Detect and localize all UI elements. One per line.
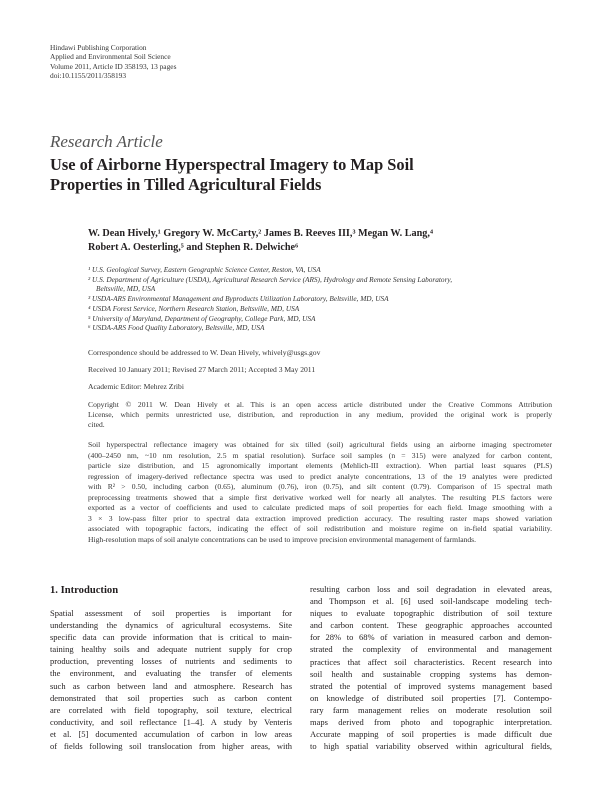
journal-header — [50, 43, 176, 81]
body-line: such as carbon between land and atmosphere. Research has — [50, 680, 292, 691]
abstract-line: associated with topographic factors, indicating the effect of soil redistribution and moisture regime on in-field spatial variability. — [88, 524, 552, 533]
affiliation-item: ⁴ USDA Forest Service, Northern Research Station, Beltsville, MD, USA — [88, 303, 300, 313]
abstract-line: (400–2450 nm, ~10 nm resolution, 2.5 m spatial resolution). Surface soil samples (n = 315) were analyzed for carbon content, — [88, 450, 552, 460]
abstract-line: exported as a vector of coefficients and used to calculate predicted maps of soil properties for each field. Image smoothing with a — [88, 503, 552, 512]
paper-title — [50, 155, 550, 194]
body-line: to high spatial variability observed within agricultural fields, — [310, 741, 552, 752]
abstract-line: Soil hyperspectral reflectance imagery was obtained for six tilled (soil) agricultural fields using an airborne imaging spectrometer — [88, 440, 552, 449]
body-line: are correlated with field topography, soil texture, electrical — [50, 704, 292, 715]
article-type: Research Article — [50, 132, 163, 151]
affiliation-item: ⁵ University of Maryland, Department of Geography, College Park, MD, USA — [88, 313, 316, 323]
abstract-line: High-resolution maps of soil analyte concentrations can be used to improve precision environmental management of farmlands. — [88, 534, 477, 544]
doi-link[interactable]: doi:10.1155/2011/358193 — [50, 71, 127, 81]
affiliation-item: ⁶ USDA-ARS Food Quality Laboratory, Beltsville, MD, USA — [88, 323, 265, 333]
article-dates: Received 10 January 2011; Revised 27 March 2011; Accepted 3 May 2011 — [88, 365, 316, 374]
abstract-line: with R² > 0.50, including carbon (0.65), aluminum (0.76), iron (0.75), and silt content (0.79). Comparison of 15 spectral math — [88, 482, 552, 491]
correspondence: Correspondence should be addressed to W. Dean Hively, whively@usgs.gov — [88, 348, 321, 357]
body-line: practices that affect soil characteristics. Recent research into — [310, 656, 552, 667]
affiliation-item: ¹ U.S. Geological Survey, Eastern Geographic Science Center, Reston, VA, USA — [88, 265, 321, 274]
abstract-line: regression of imagery-derived reflectance spectra was used to predict analyte concentrations, 13 of the 19 analytes were predicted — [88, 471, 552, 481]
copyright-notice — [88, 400, 552, 430]
body-line: production, preventing losses of nutrients and sediments to — [50, 656, 292, 667]
academic-editor: Academic Editor: Mehrez Zribi — [88, 382, 184, 391]
affiliation-item: ³ USDA-ARS Environmental Management and Byproducts Utilization Laboratory, Beltsville, MD, USA — [88, 294, 389, 304]
body-line: understanding the dynamics of agricultural ecosystems. Site — [50, 620, 292, 631]
body-line: taining healthy soils and adequate nutrient supply for crop — [50, 644, 292, 655]
body-column-left — [50, 607, 292, 752]
affiliation-item: Beltsville, MD, USA — [96, 284, 156, 294]
author-list — [88, 227, 548, 255]
body-line: on knowledge of distributed soil properties [7]. Contempo- — [310, 692, 552, 703]
body-line: and carbon content. These geographic approaches accounted — [310, 620, 552, 631]
copyright-line: cited. — [88, 420, 105, 429]
body-line: maps derived from photo and topographic interpretation. — [310, 717, 552, 728]
body-line: and Thompson et al. [6] used soil-landscape modeling tech- — [310, 596, 552, 607]
affiliations — [88, 265, 548, 333]
journal-name: Applied and Environmental Soil Science — [50, 52, 171, 62]
abstract-line: preprocessing treatments showed that a simple first derivative worked well for nearly all analytes. The resulting PLS factors were — [88, 492, 552, 502]
volume-info: Volume 2011, Article ID 358193, 13 pages — [50, 61, 177, 71]
body-line: demonstrated that soil properties such as carbon content — [50, 692, 292, 703]
body-line: conductivity, and soil reflectance [1–4]. A study by Venteris — [50, 716, 292, 727]
abstract-line: particle size distribution, and 15 agronomically important elements (Mehlich-III extraction). When partial least squares (PLS) — [88, 461, 552, 470]
author-line: Robert A. Oesterling,⁵ and Stephen R. Delwiche⁶ — [88, 242, 299, 253]
title-line: Use of Airborne Hyperspectral Imagery to Map Soil — [50, 155, 414, 174]
abstract — [88, 440, 552, 545]
section-heading: 1. Introduction — [50, 585, 119, 596]
body-column-right — [310, 583, 552, 752]
affiliation-item: ² U.S. Department of Agriculture (USDA), Agricultural Research Service (ARS), Hydrology and Remote Sensing Laboratory, — [88, 274, 453, 284]
body-line: et al. [5] documented accumulation of carbon in low areas — [50, 728, 292, 739]
body-line: of fields following soil translocation from higher areas, with — [50, 741, 292, 752]
body-line: the environment, and evaluating the transfer of elements — [50, 668, 292, 679]
copyright-line: License, which permits unrestricted use, distribution, and reproduction in any medium, provided the original work is properly — [88, 410, 552, 419]
copyright-line: Copyright © 2011 W. Dean Hively et al. This is an open access article distributed under the Creative Commons Attribution — [88, 400, 552, 409]
abstract-line: 3 × 3 low-pass filter prior to spectral data extraction improved prediction accuracy. The resulting raster maps showed variation — [88, 513, 552, 523]
body-line: for 28% to 68% of variation in measured carbon and demon- — [310, 632, 552, 643]
body-line: Accurate mapping of soil properties is made difficult due — [310, 729, 552, 740]
title-line: Properties in Tilled Agricultural Fields — [50, 174, 322, 194]
body-line: resulting carbon loss and soil degradation in elevated areas, — [310, 584, 552, 594]
publisher-name: Hindawi Publishing Corporation — [50, 43, 147, 52]
author-line: W. Dean Hively,¹ Gregory W. McCarty,² James B. Reeves III,³ Megan W. Lang,⁴ — [88, 228, 433, 239]
body-line: rary farm management relies on moderate resolution soil — [310, 704, 552, 715]
body-line: Spatial assessment of soil properties is important for — [50, 608, 292, 618]
body-line: strated the complexity of environmental and management — [310, 644, 552, 655]
body-line: niques to evaluate topographic distribution of soil texture — [310, 608, 552, 619]
body-line: soil health and sustainable cropping systems has demon- — [310, 668, 552, 679]
body-line: strated the potential of improved systems management based — [310, 680, 552, 691]
body-line: specific data can provide information that is critical to main- — [50, 632, 292, 643]
